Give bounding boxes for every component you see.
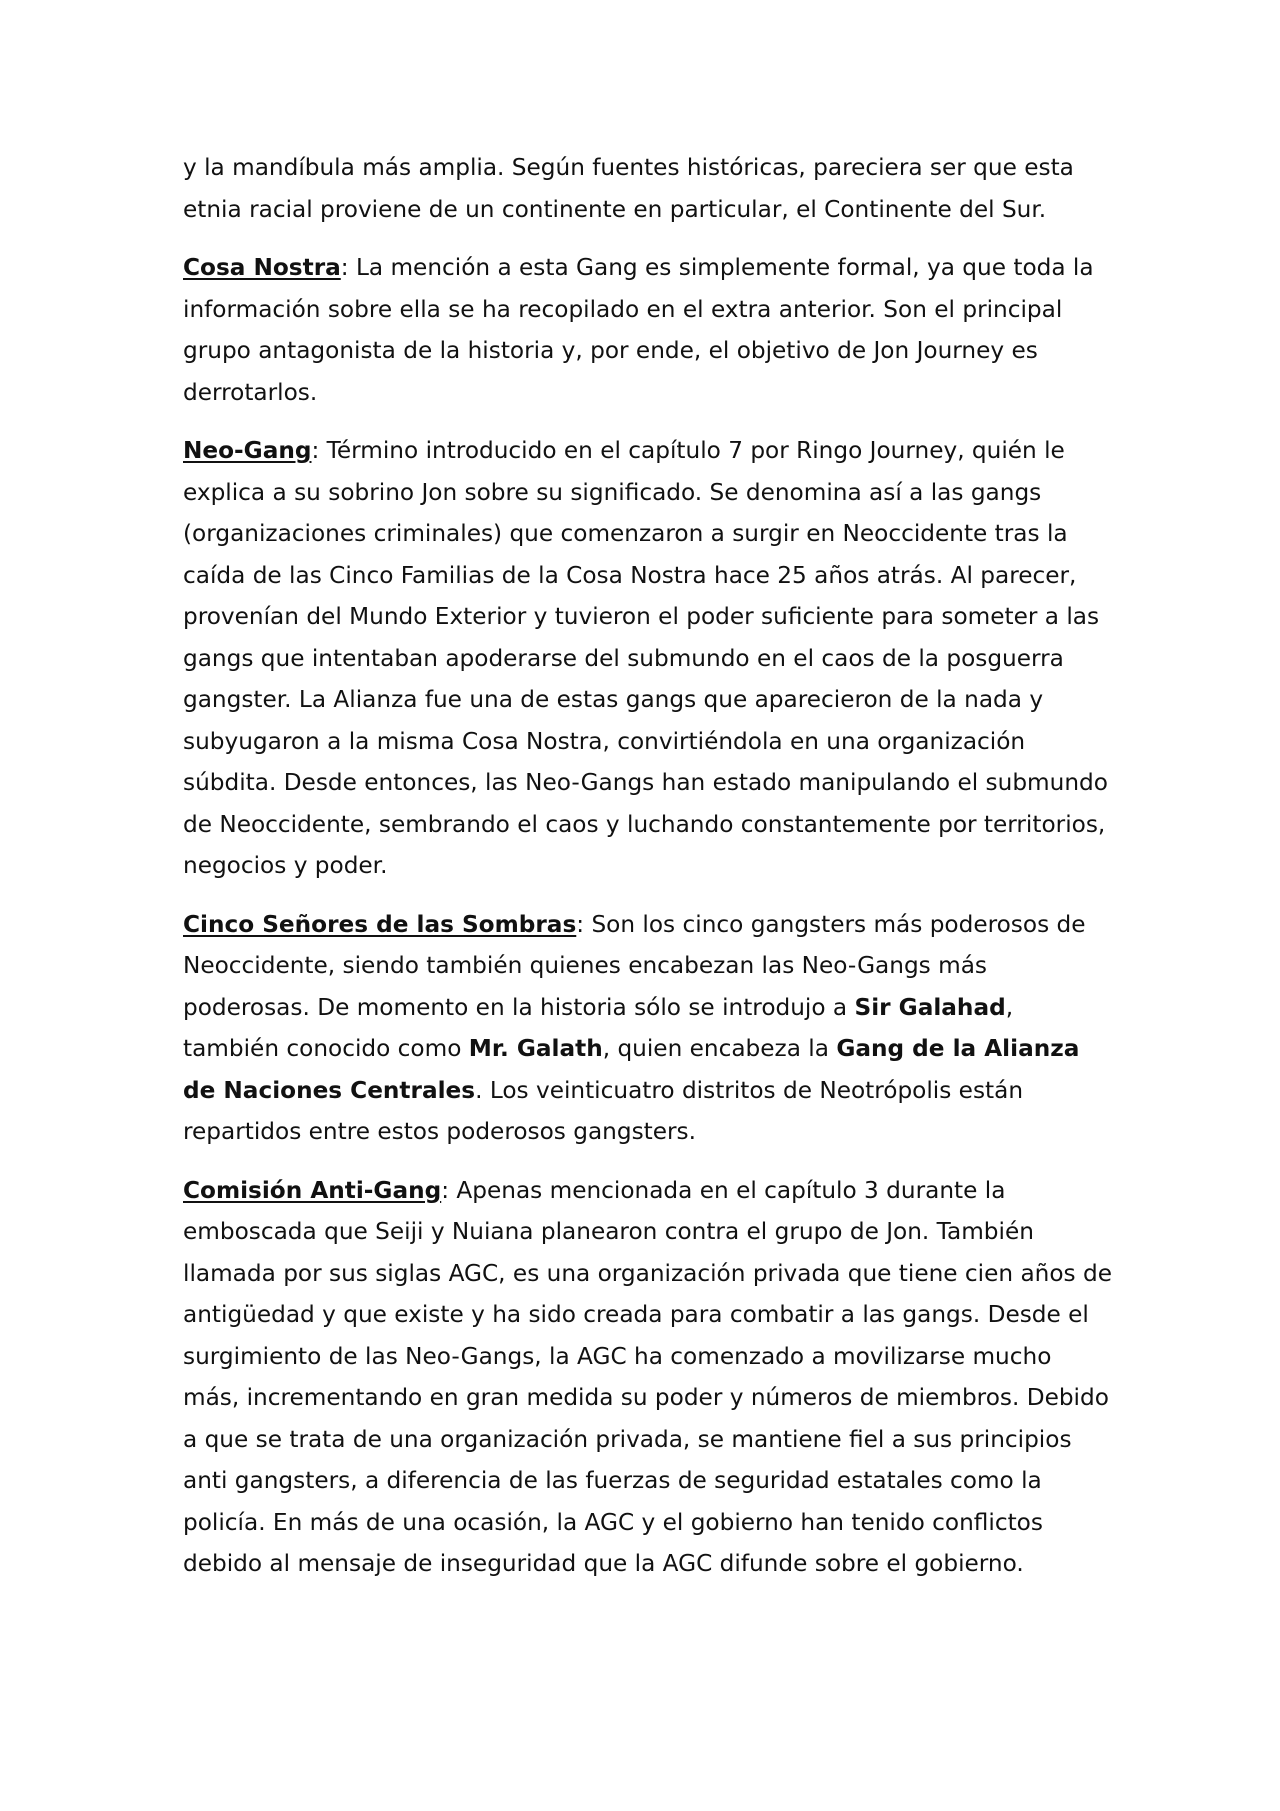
term-cinco-senores: Cinco Señores de las Sombras — [183, 910, 577, 938]
paragraph-text: , quien encabeza la — [602, 1035, 837, 1062]
paragraph-text: : Apenas mencionada en el capítulo 3 durante la emboscada que Seiji y Nuiana planearon contra el grupo de Jon. También llamada por sus siglas AGC, es una organización privada que tiene cien años de antigüedad y que existe y ha sido creada para combatir a las gangs. Desde el surgimiento de las Neo-Gangs, la AGC ha comenzado a movilizarse mucho más, incrementando en gran medida su poder y números de miembros. Debido a que se trata de una organización privada, se mantiene fiel a sus principios anti gangsters, a diferencia de las fuerzas de seguridad estatales como la policía. En más de una ocasión, la AGC y el gobierno han tenido conflictos debido al mensaje de inseguridad que la AGC difunde sobre el gobierno. — [183, 1176, 1112, 1577]
paragraph-neo-gang — [183, 430, 1113, 887]
paragraph-text: : Término introducido en el capítulo 7 por Ringo Journey, quién le explica a su sobrino Jon sobre su significado. Se denomina así a las gangs (organizaciones criminales) que comenzaron a surgir en Neoccidente tras la caída de las Cinco Familias de la Cosa Nostra hace 25 años atrás. Al parecer, provenían del Mundo Exterior y tuvieron el poder suficiente para someter a las gangs que intentaban apoderarse del submundo en el caos de la posguerra gangster. La Alianza fue una de estas gangs que aparecieron de la nada y subyugaron a la misma Cosa Nostra, convirtiéndola en una organización súbdita. Desde entonces, las Neo-Gangs han estado manipulando el submundo de Neoccidente, sembrando el caos y luchando constantemente por territorios, negocios y poder. — [183, 437, 1108, 879]
paragraph-continuation — [183, 147, 1113, 230]
paragraph-text: : La mención a esta Gang es simplemente formal, ya que toda la información sobre ella se ha recopilado en el extra anterior. Son el principal grupo antagonista de la historia y, por ende, el objetivo de Jon Journey es derrotarlos. — [183, 254, 1094, 406]
paragraph-cinco-senores — [183, 904, 1113, 1153]
paragraph-text: , también conocido como — [183, 993, 1014, 1062]
bold-mr-galath: Mr. Galath — [468, 1035, 603, 1062]
term-neo-gang: Neo-Gang — [183, 437, 312, 464]
paragraph-text: . Los veinticuatro distritos de Neotrópolis están repartidos entre estos poderosos gangsters. — [183, 1076, 1024, 1145]
paragraph-cosa-nostra — [183, 247, 1113, 413]
bold-sir-galahad: Sir Galahad — [854, 993, 1006, 1021]
paragraph-comision-anti-gang — [183, 1170, 1113, 1585]
term-comision-anti-gang: Comisión Anti-Gang — [183, 1176, 442, 1204]
document-page — [183, 147, 1113, 1602]
bold-gang-alianza: Gang de la Alianza de Naciones Centrales — [183, 1035, 1080, 1104]
paragraph-text: y la mandíbula más amplia. Según fuentes históricas, pareciera ser que esta etnia racial proviene de un continente en particular, el Continente del Sur. — [183, 154, 1074, 223]
paragraph-text: : Son los cinco gangsters más poderosos de Neoccidente, siendo también quienes encabezan las Neo-Gangs más poderosas. De momento en la historia sólo se introdujo a — [183, 910, 1086, 1021]
term-cosa-nostra: Cosa Nostra — [183, 254, 341, 281]
